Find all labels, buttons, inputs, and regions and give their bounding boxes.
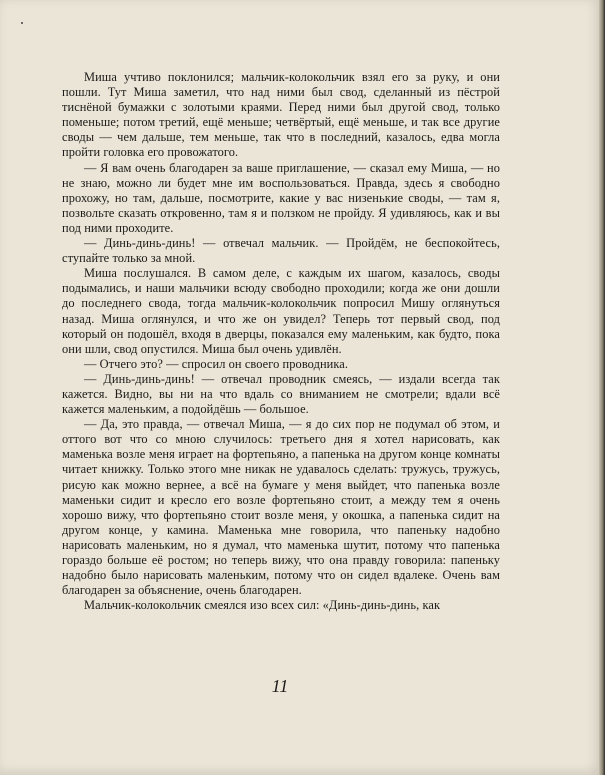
paragraph: — Динь-динь-динь! — отвечал проводник смеясь, — издали всегда так кажется. Видно, вы ни на что вдаль со вниманием не смотрели; вдали всё кажется маленьким, а подойдёшь — большое.: [62, 371, 500, 417]
book-spine-edge: [599, 0, 605, 775]
paragraph: Миша учтиво поклонился; мальчик-колокольчик взял его за руку, и они пошли. Тут Миша заметил, что над ними был свод, сделанный из пёстрой тиснёной бумажки с золотыми краями. Перед ними был другой свод, только поменьше; потом третий, ещё меньше; четвёртый, ещё меньше, и так все другие своды — чем дальше, тем меньше, так что в последний, казалось, едва могла пройти головка его провожатого.: [62, 70, 500, 160]
paragraph: Мальчик-колокольчик смеялся изо всех сил: «Динь-динь-динь, как: [84, 598, 441, 613]
paragraph: — Да, это правда, — отвечал Миша, — я до сих пор не подумал об этом, и оттого вот что со мною случилось: третьего дня я хотел нарисовать, как маменька возле меня играет на фортепьяно, а папенька на другом конце комнаты читает книжку. Только этого мне никак не удавалось сделать: тружусь, тружусь, рисую как можно вернее, а всё на бумаге у меня выйдет, что папенька возле маменьки сидит и кресло его возле фортепьяно стоит, а между тем я очень хорошо вижу, что фортепьяно стоит возле меня, у окошка, а папенька сидит на другом конце, у камина. Маменька мне говорила, что папеньку надобно нарисовать маленьким, но я думал, что маменька шутит, потому что папенька гораздо больше её ростом; но теперь вижу, что она правду говорила: папеньку надобно было нарисовать маленьким, потому что он сидел вдалеке. Очень вам благодарен за объяснение, очень благодарен.: [62, 417, 500, 598]
paper-speck: [21, 22, 23, 24]
paragraph: — Отчего это? — спросил он своего проводника.: [84, 356, 349, 371]
paragraph: Миша послушался. В самом деле, с каждым их шагом, казалось, своды подымались, и наши мальчики всюду свободно проходили; когда же они дошли до последнего свода, тогда мальчик-колокольчик попросил Мишу оглянуться назад. Миша оглянулся, и что же он увидел? Теперь тот первый свод, под который он подошёл, входя в дверцы, показался ему маленьким, как будто, пока они шли, свод опустился. Миша был очень удивлён.: [62, 266, 500, 356]
paragraph: — Я вам очень благодарен за ваше приглашение, — сказал ему Миша, — но не знаю, можно ли будет мне им воспользоваться. Правда, здесь я свободно прохожу, но там, дальше, посмотрите, какие у вас низенькие своды, — там я, позвольте сказать откровенно, там я и ползком не пройду. Я удивляюсь, как и вы под ними проходите.: [62, 160, 500, 235]
page-number: 11: [271, 676, 289, 696]
paragraph: — Динь-динь-динь! — отвечал мальчик. — Пройдём, не беспокойтесь, ступайте только за мной.: [62, 236, 500, 266]
body-text: [62, 70, 500, 613]
